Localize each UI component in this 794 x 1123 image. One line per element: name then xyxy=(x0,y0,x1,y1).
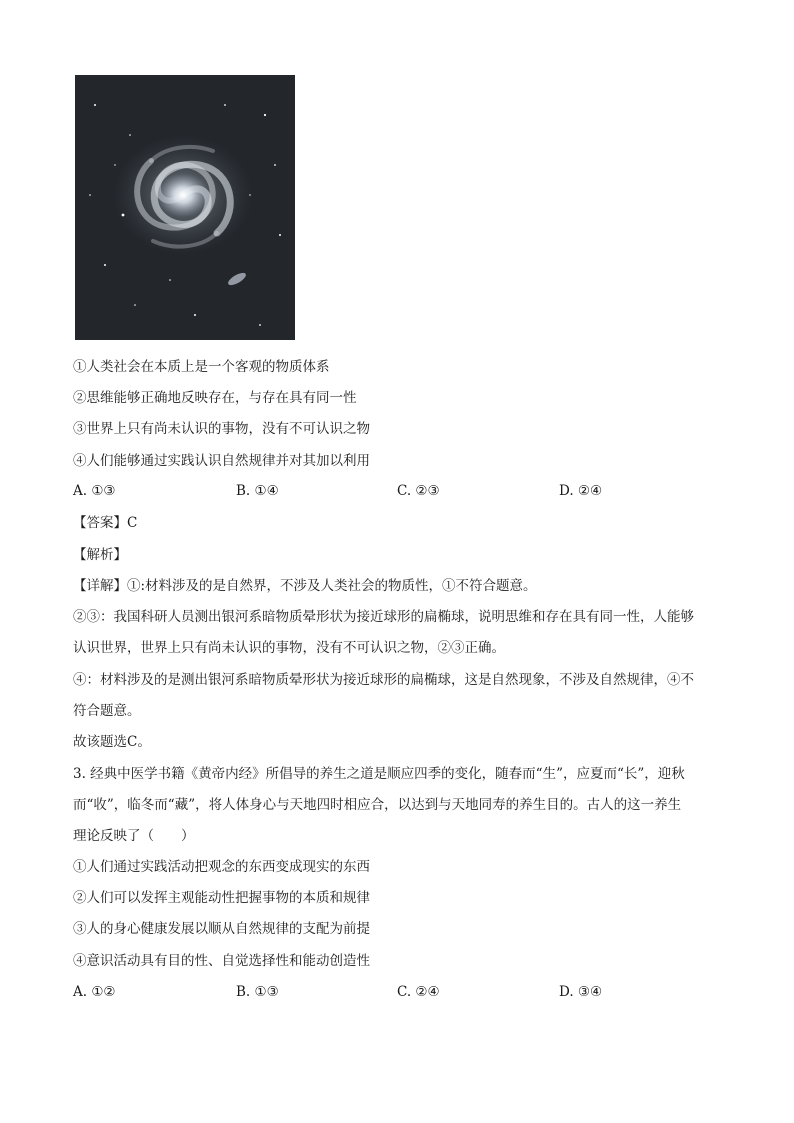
q2-option-c: C. ②③ xyxy=(397,483,440,499)
q3-stem-1: 3. 经典中医学书籍《黄帝内经》所倡导的养生之道是顺应四季的变化，随春而“生”，应夏而“长”，迎秋 xyxy=(73,766,685,782)
q2-option-d: D. ②④ xyxy=(559,483,603,499)
q2-conclusion: 故该题选C。 xyxy=(73,734,151,750)
q3-statement-2: ②人们可以发挥主观能动性把握事物的本质和规律 xyxy=(73,890,370,906)
q2-option-a: A. ①③ xyxy=(73,483,116,499)
q2-detail-2a: ②③：我国科研人员测出银河系暗物质晕形状为接近球形的扁椭球，说明思维和存在具有同一性，人能够 xyxy=(73,609,694,625)
q3-option-a: A. ①② xyxy=(73,984,116,1000)
q3-option-c: C. ②④ xyxy=(397,984,440,1000)
q2-detail-1: 【详解】①:材料涉及的是自然界，不涉及人类社会的物质性，①不符合题意。 xyxy=(73,578,537,594)
q2-statement-2: ②思维能够正确地反映存在，与存在具有同一性 xyxy=(73,390,357,406)
q3-stem-3: 理论反映了（ ） xyxy=(73,828,195,844)
q2-detail-3a: ④：材料涉及的是测出银河系暗物质晕形状为接近球形的扁椭球，这是自然现象，不涉及自然规律，④不 xyxy=(73,672,694,688)
q3-statement-1: ①人们通过实践活动把观念的东西变成现实的东西 xyxy=(73,859,370,875)
q3-options xyxy=(73,982,723,1002)
q3-stem-2: 而“收”，临冬而“藏”，将人体身心与天地四时相应合，以达到与天地同寿的养生目的。古人的这一养生 xyxy=(73,797,682,813)
q2-statement-4: ④人们能够通过实践认识自然规律并对其加以利用 xyxy=(73,453,370,469)
q2-options xyxy=(73,481,723,501)
q2-answer: 【答案】C xyxy=(73,515,138,531)
q2-detail-2b: 认识世界，世界上只有尚未认识的事物，没有不可认识之物，②③正确。 xyxy=(73,640,505,656)
q3-statement-4: ④意识活动具有目的性、自觉选择性和能动创造性 xyxy=(73,953,370,969)
q3-statement-3: ③人的身心健康发展以顺从自然规律的支配为前提 xyxy=(73,921,370,937)
q3-option-b: B. ①③ xyxy=(236,984,279,1000)
q3-option-d: D. ③④ xyxy=(559,984,603,1000)
galaxy-photo xyxy=(75,75,295,340)
q2-statement-3: ③世界上只有尚未认识的事物，没有不可认识之物 xyxy=(73,421,370,437)
q2-analysis-label: 【解析】 xyxy=(73,547,127,563)
q2-option-b: B. ①④ xyxy=(236,483,279,499)
q2-statement-1: ①人类社会在本质上是一个客观的物质体系 xyxy=(73,359,330,375)
q2-detail-3b: 符合题意。 xyxy=(73,703,141,719)
